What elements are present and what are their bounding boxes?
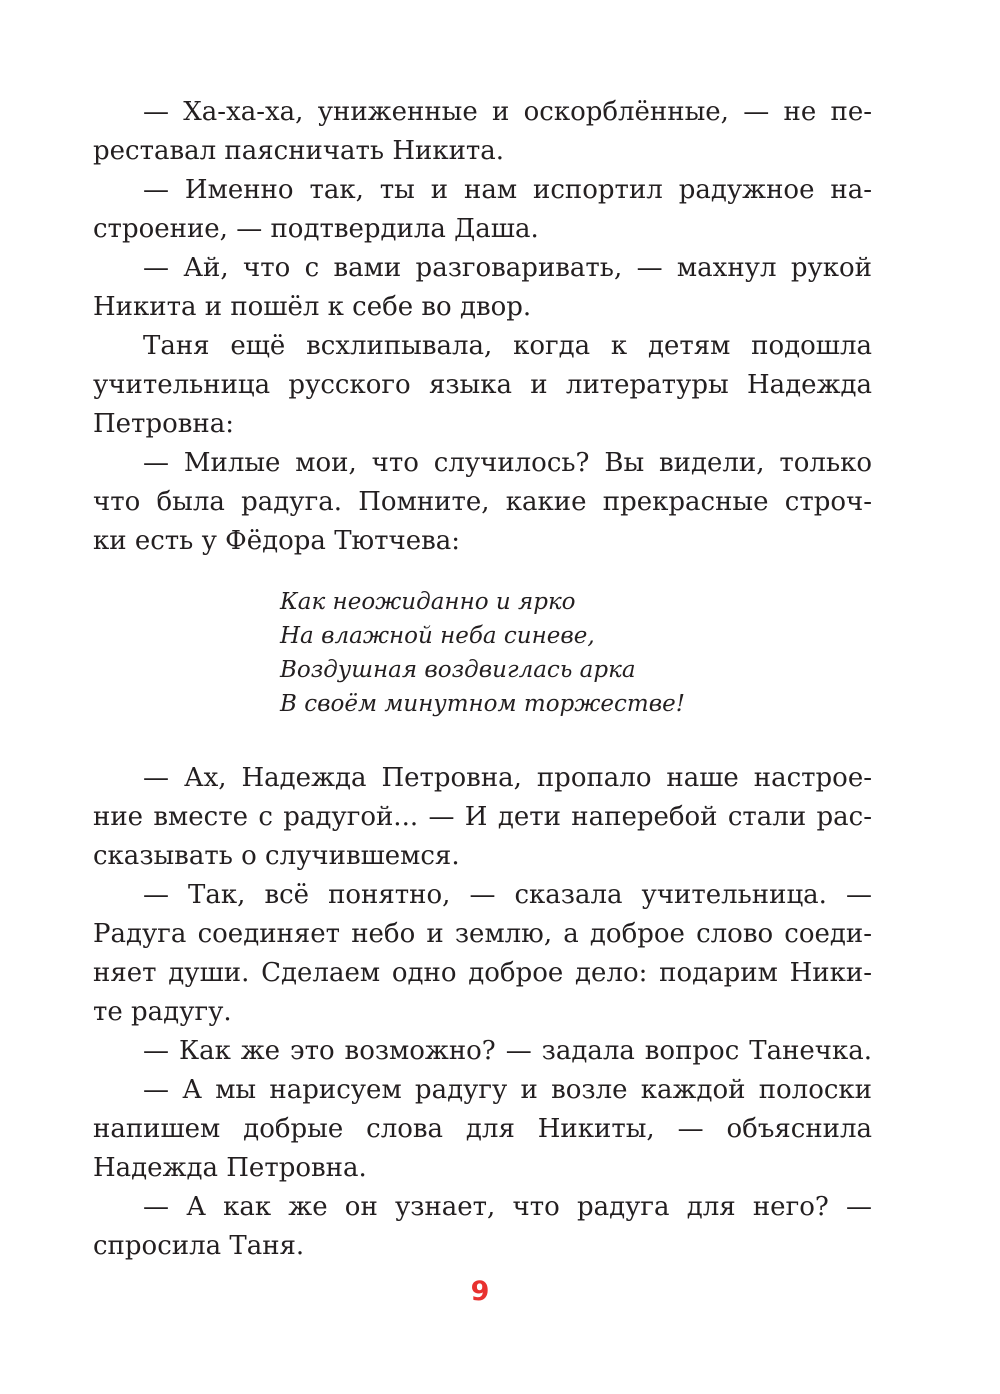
text-line: спросила Таня. (93, 1231, 305, 1261)
poem-line: Как неожиданно и ярко (280, 589, 576, 615)
text-line: Никита и пошёл к себе во двор. (93, 292, 532, 322)
text-line: — А мы нарисуем радугу и возле каждой полоски (143, 1075, 872, 1105)
text-line: — Ах, Надежда Петровна, пропало наше настрое- (143, 763, 872, 793)
text-line: сказывать о случившемся. (93, 841, 460, 871)
text-line: Петровна: (93, 409, 234, 439)
poem-line: На влажной неба синеве, (280, 623, 595, 649)
page-number: 9 (470, 1276, 490, 1307)
text-line: реставал паясничать Никита. (93, 136, 505, 166)
text-line: ние вместе с радугой... — И дети наперебой стали рас- (93, 802, 872, 832)
poem-line: В своём минутном торжестве! (280, 691, 685, 717)
text-line: ки есть у Фёдора Тютчева: (93, 526, 461, 556)
text-line: Радуга соединяет небо и землю, а доброе слово соеди- (93, 919, 872, 949)
text-line: учительница русского языка и литературы Надежда (93, 370, 872, 400)
text-line: строение, — подтвердила Даша. (93, 214, 539, 244)
text-line: — Ха-ха-ха, униженные и оскорблённые, — не пе- (143, 97, 872, 127)
text-line: — Ай, что с вами разговаривать, — махнул рукой (143, 253, 872, 283)
text-line: — Именно так, ты и нам испортил радужное на- (143, 175, 872, 205)
text-line: — Милые мои, что случилось? Вы видели, только (143, 448, 872, 478)
text-line: что была радуга. Помните, какие прекрасные строч- (93, 487, 872, 517)
text-line: — Как же это возможно? — задала вопрос Танечка. (143, 1036, 872, 1066)
text-line: — Так, всё понятно, — сказала учительница. — (143, 880, 872, 910)
text-line: — А как же он узнает, что радуга для него? — (143, 1192, 872, 1222)
text-line: те радугу. (93, 997, 232, 1027)
poem-line: Воздушная воздвиглась арка (280, 657, 636, 683)
text-line: Таня ещё всхлипывала, когда к детям подошла (143, 331, 872, 361)
text-line: напишем добрые слова для Никиты, — объяснила (93, 1114, 872, 1144)
text-line: Надежда Петровна. (93, 1153, 367, 1183)
text-line: няет души. Сделаем одно доброе дело: подарим Ники- (93, 958, 872, 988)
